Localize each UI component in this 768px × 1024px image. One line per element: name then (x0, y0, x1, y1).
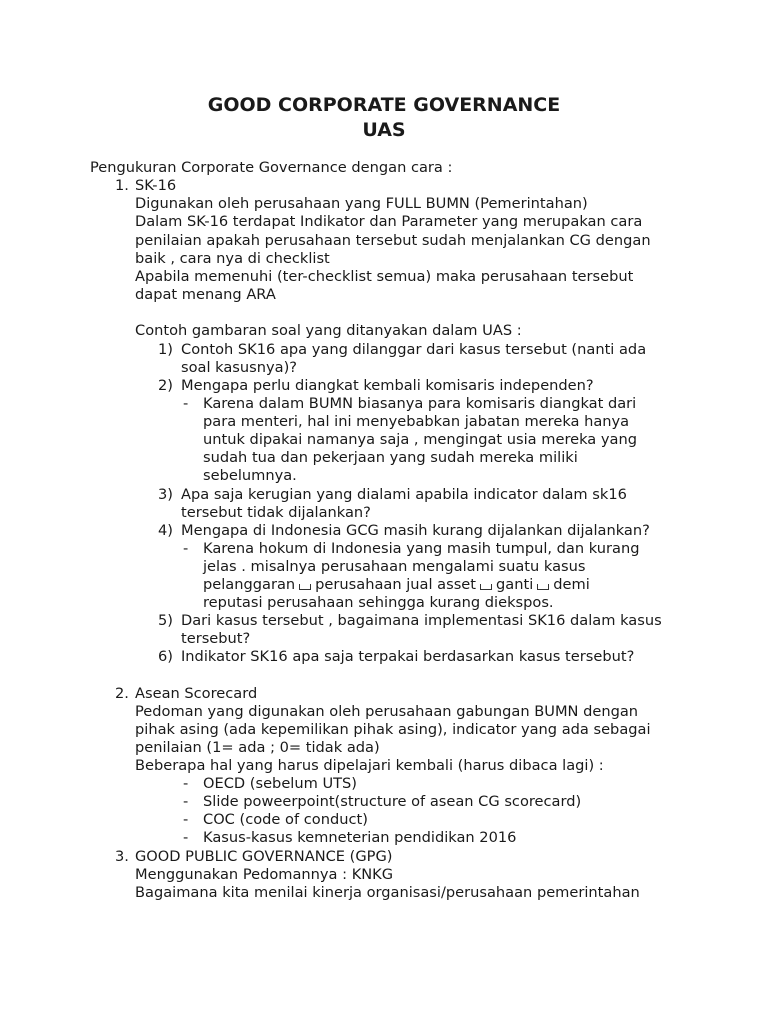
question-number: 4) (158, 522, 173, 539)
question-line: Mengapa perlu diangkat kembali komisaris independen? (181, 377, 594, 394)
answer-line: untuk dipakai namanya saja , mengingat usia mereka yang (203, 431, 637, 448)
question-line: Indikator SK16 apa saja terpakai berdasarkan kasus tersebut? (181, 648, 635, 665)
dash-bullet: - (183, 829, 189, 846)
question-line: soal kasusnya)? (181, 359, 298, 376)
paragraph-line: Digunakan oleh perusahaan yang FULL BUMN (Pemerintahan) (135, 195, 588, 212)
paragraph-line: Pedoman yang digunakan oleh perusahaan gabungan BUMN dengan (135, 703, 639, 720)
placeholder-box (480, 584, 492, 590)
paragraph-line: Menggunakan Pedomannya : KNKG (135, 866, 394, 883)
paragraph-line: dapat menang ARA (135, 286, 276, 303)
section-heading: SK-16 (135, 177, 177, 194)
dash-bullet: - (183, 811, 189, 828)
placeholder-box (537, 584, 549, 590)
placeholder-box (299, 584, 311, 590)
dash-bullet: - (183, 775, 189, 792)
dash-bullet: - (183, 395, 189, 412)
section-number: 2. (115, 685, 129, 702)
paragraph-line: penilaian (1= ada ; 0= tidak ada) (135, 739, 380, 756)
intro-text: Pengukuran Corporate Governance dengan cara : (90, 159, 453, 176)
answer-text: pelanggaran (203, 576, 296, 593)
dash-bullet: - (183, 793, 189, 810)
answer-line: reputasi perusahaan sehingga kurang diekspos. (203, 594, 554, 611)
question-number: 5) (158, 612, 173, 629)
paragraph-line: Apabila memenuhi (ter-checklist semua) maka perusahaan tersebut (135, 268, 634, 285)
question-number: 3) (158, 486, 173, 503)
bullet-item: Kasus-kasus kemneterian pendidikan 2016 (203, 829, 517, 846)
question-number: 2) (158, 377, 173, 394)
answer-line: sudah tua dan pekerjaan yang sudah mereka miliki (203, 449, 578, 466)
document-title: GOOD CORPORATE GOVERNANCE (207, 94, 561, 116)
answer-text: perusahaan jual asset (315, 576, 477, 593)
question-line: tersebut tidak dijalankan? (181, 504, 371, 521)
paragraph-line: Bagaimana kita menilai kinerja organisasi/perusahaan pemerintahan (135, 884, 640, 901)
section-number: 1. (115, 177, 129, 194)
paragraph-line: Dalam SK-16 terdapat Indikator dan Parameter yang merupakan cara (135, 213, 643, 230)
answer-line (203, 576, 590, 594)
bullet-item: COC (code of conduct) (203, 811, 368, 828)
example-intro: Contoh gambaran soal yang ditanyakan dalam UAS : (135, 322, 522, 339)
question-line: Mengapa di Indonesia GCG masih kurang dijalankan dijalankan? (181, 522, 650, 539)
section-heading: Asean Scorecard (135, 685, 258, 702)
answer-line: Karena dalam BUMN biasanya para komisaris diangkat dari (203, 395, 637, 412)
answer-line: jelas . misalnya perusahaan mengalami suatu kasus (203, 558, 586, 575)
bullet-item: Slide poweerpoint(structure of asean CG scorecard) (203, 793, 582, 810)
question-number: 6) (158, 648, 173, 665)
answer-text: ganti (496, 576, 534, 593)
section-number: 3. (115, 848, 129, 865)
dash-bullet: - (183, 540, 189, 557)
answer-text: demi (553, 576, 590, 593)
paragraph-line: Beberapa hal yang harus dipelajari kembali (harus dibaca lagi) : (135, 757, 604, 774)
paragraph-line: pihak asing (ada kepemilikan pihak asing), indicator yang ada sebagai (135, 721, 651, 738)
document-subtitle: UAS (362, 119, 406, 141)
answer-line: Karena hokum di Indonesia yang masih tumpul, dan kurang (203, 540, 640, 557)
paragraph-line: penilaian apakah perusahaan tersebut sudah menjalankan CG dengan (135, 232, 651, 249)
question-line: Dari kasus tersebut , bagaimana implementasi SK16 dalam kasus (181, 612, 662, 629)
question-line: Apa saja kerugian yang dialami apabila indicator dalam sk16 (181, 486, 627, 503)
bullet-item: OECD (sebelum UTS) (203, 775, 358, 792)
question-line: tersebut? (181, 630, 251, 647)
question-number: 1) (158, 341, 173, 358)
paragraph-line: baik , cara nya di checklist (135, 250, 330, 267)
answer-line: para menteri, hal ini menyebabkan jabatan mereka hanya (203, 413, 630, 430)
section-heading: GOOD PUBLIC GOVERNANCE (GPG) (135, 848, 393, 865)
answer-line: sebelumnya. (203, 467, 297, 484)
question-line: Contoh SK16 apa yang dilanggar dari kasus tersebut (nanti ada (181, 341, 647, 358)
